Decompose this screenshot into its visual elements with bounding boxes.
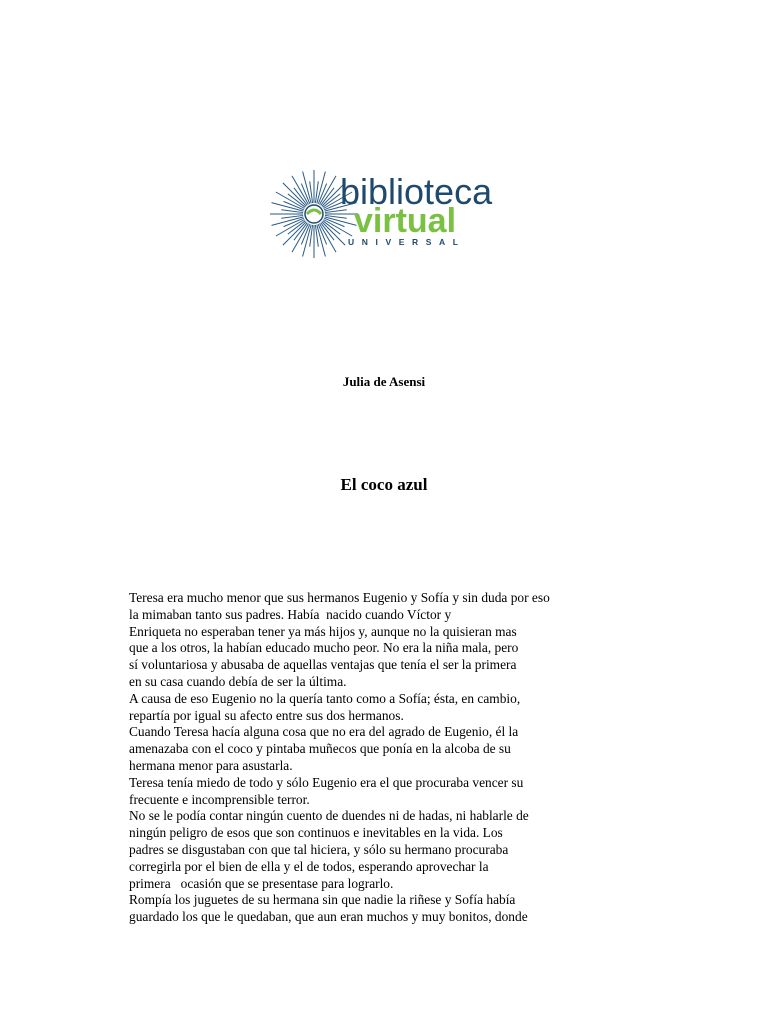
body-line: sí voluntariosa y abusaba de aquellas ventajas que tenía el ser la primera (129, 657, 517, 673)
body-line: Teresa tenía miedo de todo y sólo Eugenio era el que procuraba vencer su (129, 774, 524, 790)
body-line: hermana menor para asustarla. (129, 757, 293, 773)
body-text (129, 590, 649, 926)
body-line: corregirla por el bien de ella y el de todos, esperando aprovechar la (129, 858, 489, 874)
sunburst-ray (317, 225, 326, 257)
logo-line-1: biblioteca (340, 171, 493, 212)
body-line: Rompía los juguetes de su hermana sin que nadie la riñese y Sofía había (129, 892, 516, 908)
body-line: frecuente e incomprensible terror. (129, 791, 310, 807)
biblioteca-virtual-logo (262, 168, 502, 260)
body-line: que a los otros, la habían educado mucho peor. No era la niña mala, pero (129, 640, 519, 656)
body-line: amenazaba con el coco y pintaba muñecos que ponía en la alcoba de su (129, 741, 511, 757)
work-title: El coco azul (340, 475, 428, 494)
sunburst-ray (325, 217, 357, 226)
body-line: repartía por igual su afecto entre sus dos hermanos. (129, 707, 404, 723)
body-line: A causa de eso Eugenio no la quería tanto como a Sofía; ésta, en cambio, (129, 690, 521, 706)
body-line: la mimaban tanto sus padres. Había nacido cuando Víctor y (129, 606, 452, 622)
sunburst-ray (317, 171, 326, 203)
sunburst-ray (271, 203, 303, 212)
body-line: en su casa cuando debía de ser la última. (129, 673, 347, 689)
body-line: Enriqueta no esperaban tener ya más hijos y, aunque no la quisieran mas (129, 623, 517, 639)
body-line: primera ocasión que se presentase para lograrlo. (129, 875, 394, 891)
body-line: ningún peligro de esos que son continuos e inevitables en la vida. Los (129, 825, 503, 841)
body-line: guardado los que le quedaban, que aun eran muchos y muy bonitos, donde (129, 909, 528, 925)
body-line: Cuando Teresa hacía alguna cosa que no era del agrado de Eugenio, él la (129, 724, 519, 740)
body-line: Teresa era mucho menor que sus hermanos Eugenio y Sofía y sin duda por eso (129, 590, 550, 605)
body-line: padres se disgustaban con que tal hiciera, y sólo su hermano procuraba (129, 841, 509, 857)
sunburst-ray (271, 217, 303, 226)
body-line: No se le podía contar ningún cuento de duendes ni de hadas, ni hablarle de (129, 808, 529, 824)
sunburst-ray (303, 225, 312, 257)
logo-line-2: virtual (354, 202, 457, 240)
author-name: Julia de Asensi (342, 374, 426, 389)
sunburst-ray (303, 171, 312, 203)
logo-line-3: UNIVERSAL (348, 237, 466, 247)
